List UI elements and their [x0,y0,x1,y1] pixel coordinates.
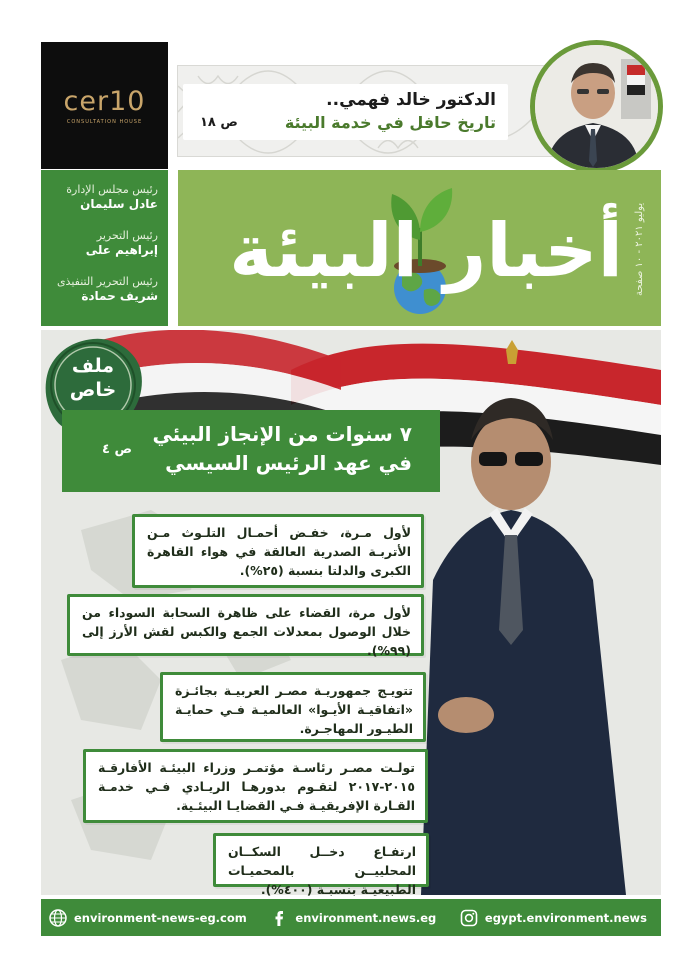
credit-name: شريف حمادة [81,289,158,303]
footer-instagram-text: egypt.environment.news [484,910,647,925]
footer-instagram[interactable] [460,909,647,927]
teaser-page-ref: ص ١٨ [200,115,238,130]
teaser-title-line1: الدكتور خالد فهمي.. [326,90,496,110]
facebook-icon [270,909,288,927]
teaser-title-line2: تاريخ حافل في خدمة البيئة [284,113,496,132]
credit-role: رئيس التحرير التنفيذى [56,275,158,288]
sponsor-logo[interactable] [41,42,168,169]
masthead-title: أخبار البيئة [229,208,623,294]
credit-role: رئيس التحرير [96,229,158,242]
seal-line1: ملف [71,355,115,377]
footer-website[interactable] [49,909,247,927]
footer-facebook[interactable] [270,909,436,927]
fact-box: ارتفـاع دخــل السكــان المحلييــن بالمحميـات الطبيعيـة بنسبـة (٤٠٠%). [213,833,429,887]
teaser-portrait[interactable] [530,40,663,173]
credit-name: عادل سليمان [80,197,158,211]
fact-box: لأول مرة، القضاء على ظاهرة السحابة السوداء من خلال الوصول بمعدلات الجمع والكبس لقش الأرز إلى (٩٩%). [67,594,424,656]
instagram-icon [460,909,478,927]
person-portrait-icon [535,45,658,168]
credit-executive-editor [47,274,158,304]
headline-page-ref: ص ٤ [102,442,132,457]
special-file-seal-text [41,354,145,402]
headline-line1: ٧ سنوات من الإنجاز البيئي [152,422,412,446]
fact-box: تتويـج جمهوريـة مصـر العربيـة بجائـزة «اتفاقيـة الأيـوا» العالميـة فـي حمايـة الطيـور المهاجـرة. [160,672,426,742]
footer-facebook-text: environment.news.eg [295,910,437,925]
credit-role: رئيس مجلس الإدارة [66,183,158,196]
seal-line2: خاص [69,379,117,401]
headline-line2: في عهد الرئيس السيسي [165,451,412,475]
globe-icon [49,909,67,927]
top-teaser[interactable] [177,65,567,157]
credit-board-chair [47,182,158,212]
fact-box: تولـت مصـر رئاسـة مؤتمـر وزراء البيئـة الأفارقـة ٢٠١٥-٢٠١٧ لتقـوم بدورهـا الريـادي فـي خدمـة القـارة الإفريقيـة فـي القضايـا البيئـية. [83,749,428,823]
credit-name: إبراهيم على [85,243,158,257]
editorial-credits [41,170,168,326]
sponsor-logo-subtext: CONSULTATION HOUSE [66,119,143,125]
credit-editor-in-chief [47,228,158,258]
fact-box: لأول مـرة، خفـض أحمـال التلـوث مـن الأتربـة الصدرية العالقة في هواء القاهرة الكبرى والدلتا بنسبة (٢٥%). [132,514,424,588]
sponsor-logo-wordmark: cer10 [63,86,146,117]
masthead [178,170,661,326]
footer-website-text: environment-news-eg.com [74,910,247,925]
feature-headline[interactable] [62,410,440,492]
issue-line: يوليو ٢٠٢١ - ١٠ صفحة [634,202,645,296]
issue-line-wrap [630,190,650,300]
social-footer [41,899,661,936]
